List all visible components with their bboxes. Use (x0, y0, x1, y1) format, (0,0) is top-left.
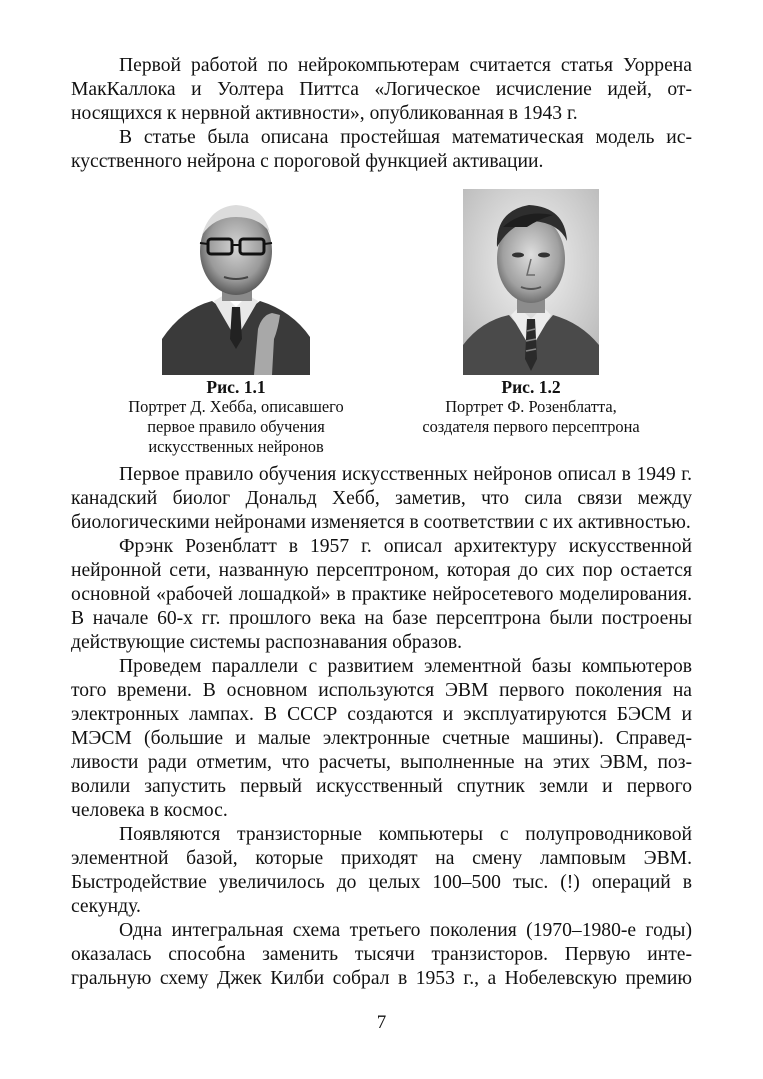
figure-rosenblatt (393, 189, 669, 437)
figure-number: Рис. 1.1 (206, 377, 266, 397)
paragraph: Первой работой по нейрокомпьютерам считается статья Уоррена МакКаллока и Уолтера Питтса «Логическое исчисление идей, относящихся к нервной активности», опубликованная в 1943 г. (71, 55, 692, 124)
figure-caption-line: Портрет Ф. Розенблатта, (445, 397, 617, 416)
page-body (71, 54, 692, 991)
paragraph: В статье была описана простейшая математическая модель искусственного нейрона с пороговой функцией активации. (71, 127, 692, 172)
paragraph: Фрэнк Розенблатт в 1957 г. описал архитектуру искусственной нейронной сети, названную персептроном, которая до сих пор остается основной «рабочей лошадкой» в практике нейросетевого моделирования. В начале 60-х гг. прошлого века на базе персептрона были построены действующие системы распознавания образов. (71, 536, 692, 653)
paragraph: Одна интегральная схема третьего поколения (1970–1980-е годы) оказалась способна заменить тысячи транзисторов. Первую интегральную схему Джек Килби собрал в 1953 г., а Нобелевскую премию (71, 920, 692, 989)
rosenblatt-portrait-photo (463, 189, 599, 375)
paragraph: Проведем параллели с развитием элементной базы компьютеров того времени. В основном используются ЭВМ первого поколения на электронных лампах. В СССР создаются и эксплуатируются БЭСМ и МЭСМ (большие и малые электронные счетные машины). Справедливости ради отметим, что расчеты, выполненные на этих ЭВМ, позволили запустить первый искусственный спутник земли и первого человека в космос. (71, 656, 692, 821)
figures-row (71, 189, 692, 463)
paragraph: Появляются транзисторные компьютеры с полупроводниковой элементной базой, которые приходят на смену ламповым ЭВМ. Быстродействие увеличилось до целых 100–500 тыс. (!) операций в секунду. (71, 824, 692, 917)
figure-caption-line: создателя первого персептрона (422, 417, 640, 436)
figure-caption-line: первое правило обучения (147, 417, 325, 436)
figure-hebb (101, 189, 371, 457)
figure-caption-line: искусственных нейронов (148, 437, 324, 456)
figure-number: Рис. 1.2 (501, 377, 561, 397)
page-number: 7 (376, 1012, 387, 1033)
figure-caption-line: Портрет Д. Хебба, описавшего (128, 397, 344, 416)
paragraph: Первое правило обучения искусственных нейронов описал в 1949 г. канадский биолог Дональд Хебб, заметив, что сила связи между биологическими нейронами изменяется в соответствии с их активностью. (71, 464, 692, 533)
hebb-portrait-photo (162, 189, 310, 375)
